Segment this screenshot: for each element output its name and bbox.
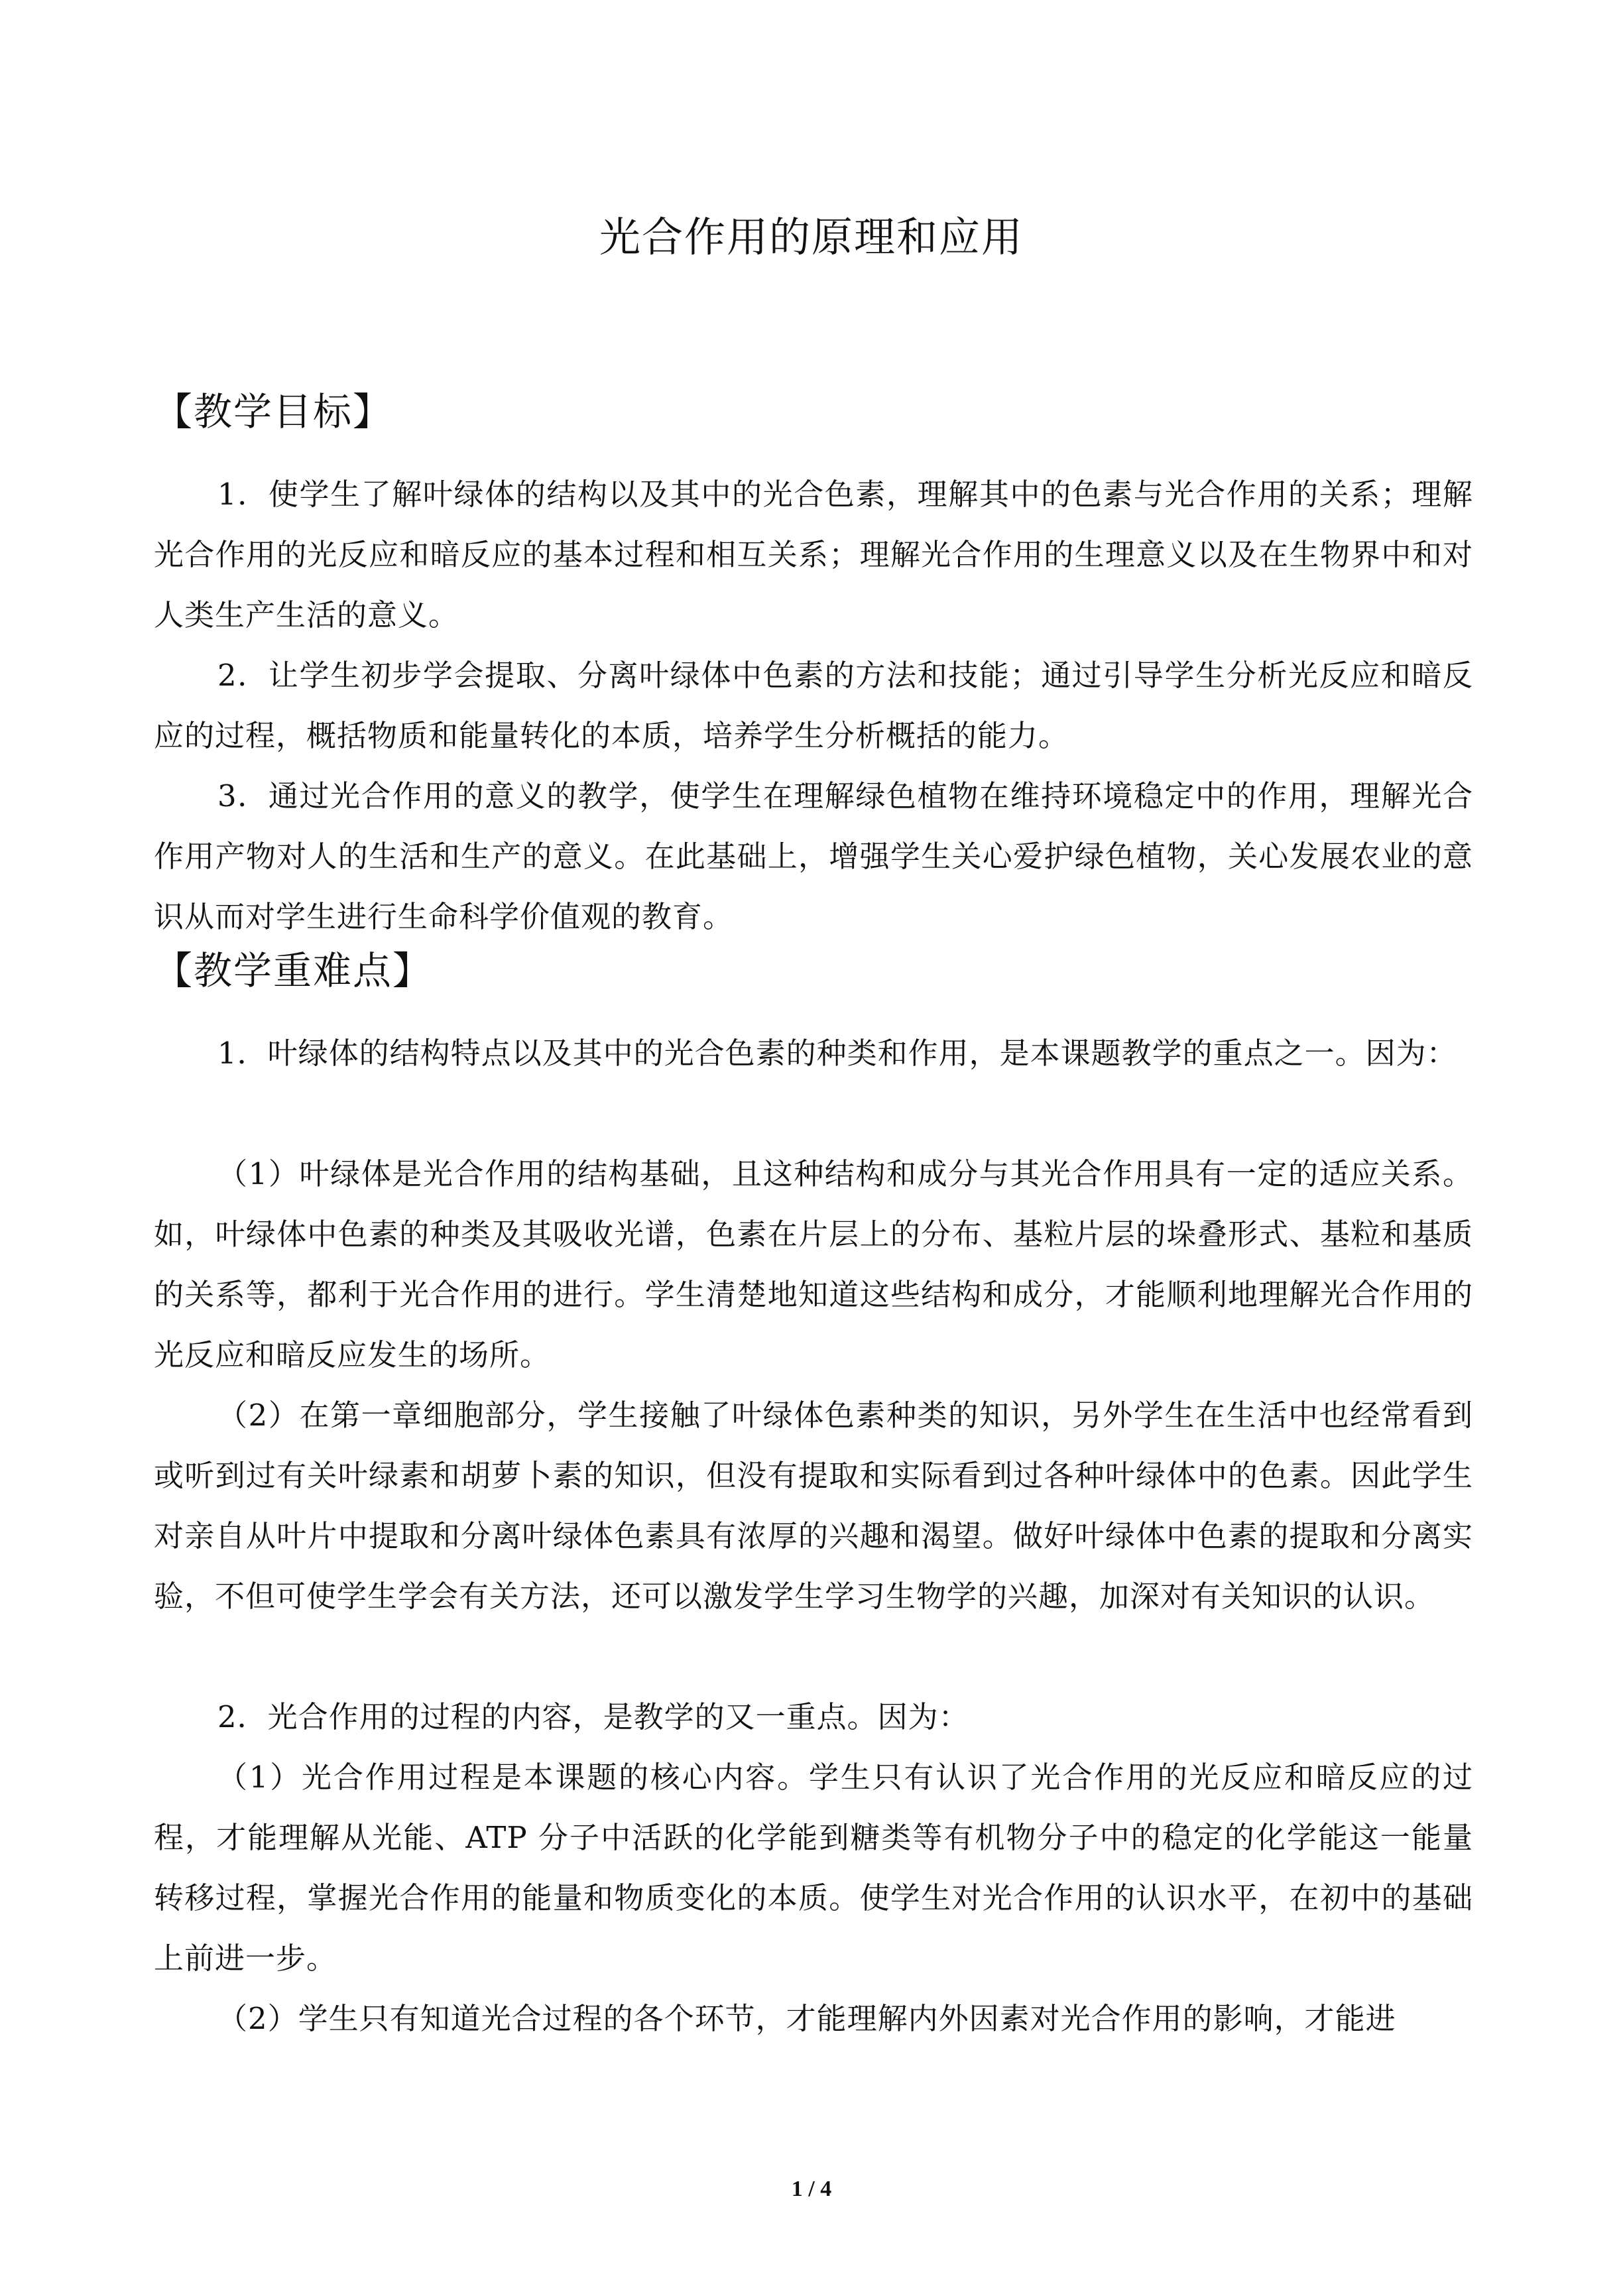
section-heading-objectives: 【教学目标】 [154, 389, 393, 434]
keypoints-paragraph-2: （1）叶绿体是光合作用的结构基础，且这种结构和成分与其光合作用具有一定的适应关系。如，叶绿体中色素的种类及其吸收光谱，色素在片层上的分布、基粒片层的垛叠形式、基粒和基质的关系等，都利于光合作用的进行。学生清楚地知道这些结构和成分，才能顺利地理解光合作用的光反应和暗反应发生的场所。 [154, 1156, 1473, 1372]
objectives-paragraph-3: 3．通过光合作用的意义的教学，使学生在理解绿色植物在维持环境稳定中的作用，理解光合作用产物对人的生活和生产的意义。在此基础上，增强学生关心爱护绿色植物，关心发展农业的意识从而对学生进行生命科学价值观的教育。 [154, 778, 1473, 934]
objectives-paragraph-1: 1．使学生了解叶绿体的结构以及其中的光合色素，理解其中的色素与光合作用的关系；理解光合作用的光反应和暗反应的基本过程和相互关系；理解光合作用的生理意义以及在生物界中和对人类生产生活的意义。 [154, 477, 1473, 633]
objectives-paragraph-2: 2．让学生初步学会提取、分离叶绿体中色素的方法和技能；通过引导学生分析光反应和暗反应的过程，概括物质和能量转化的本质，培养学生分析概括的能力。 [154, 658, 1473, 753]
keypoints-paragraph-4: 2．光合作用的过程的内容，是教学的又一重点。因为： [217, 1699, 969, 1734]
keypoints-paragraph-1: 1．叶绿体的结构特点以及其中的光合色素的种类和作用，是本课题教学的重点之一。因为： [217, 1036, 1457, 1071]
page-number: 1 / 4 [791, 2177, 832, 2201]
keypoints-paragraph-5: （1）光合作用过程是本课题的核心内容。学生只有认识了光合作用的光反应和暗反应的过程，才能理解从光能、ATP 分子中活跃的化学能到糖类等有机物分子中的稳定的化学能这一能量转移过程，掌握光合作用的能量和物质变化的本质。使学生对光合作用的认识水平，在初中的基础上前进一步。 [154, 1760, 1473, 1976]
keypoints-paragraph-3: （2）在第一章细胞部分，学生接触了叶绿体色素种类的知识，另外学生在生活中也经常看到或听到过有关叶绿素和胡萝卜素的知识，但没有提取和实际看到过各种叶绿体中的色素。因此学生对亲自从叶片中提取和分离叶绿体色素具有浓厚的兴趣和渴望。做好叶绿体中色素的提取和分离实验，不但可使学生学会有关方法，还可以激发学生学习生物学的兴趣，加深对有关知识的认识。 [154, 1398, 1473, 1614]
section-heading-key-points: 【教学重难点】 [154, 948, 433, 993]
keypoints-paragraph-6: （2）学生只有知道光合过程的各个环节，才能理解内外因素对光合作用的影响，才能进 [217, 2001, 1396, 2036]
page-title: 光合作用的原理和应用 [599, 213, 1024, 261]
